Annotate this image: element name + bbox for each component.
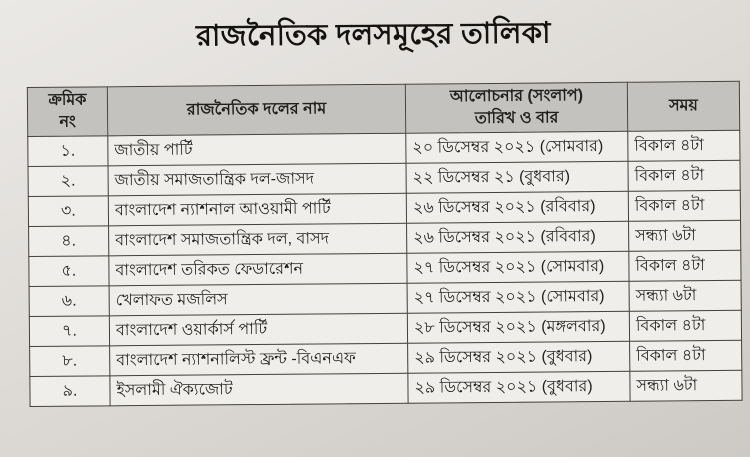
page-title: রাজনৈতিক দলসমূহের তালিকা	[195, 17, 551, 53]
cell-date: ২৯ ডিসেম্বর ২০২১ (বুধবার)	[408, 341, 630, 373]
cell-party: খেলাফত মজলিস	[109, 283, 407, 316]
header-party-name: রাজনৈতিক দলের নাম	[107, 84, 405, 136]
cell-serial: ৯.	[30, 376, 110, 407]
header-row	[27, 81, 739, 136]
cell-date: ২৬ ডিসেম্বর ২০২১ (রবিবার)	[407, 221, 629, 253]
cell-date: ২০ ডিসেম্বর ২০২১ (সোমবার)	[406, 131, 628, 163]
cell-date: ২৯ ডিসেম্বর ২০২১ (বুধবার)	[408, 371, 630, 403]
cell-party: বাংলাদেশ ন্যাশনালিস্ট ফ্রন্ট -বিএনএফ	[110, 343, 408, 376]
cell-party: জাতীয় সমাজতান্ত্রিক দল-জাসদ	[108, 163, 406, 196]
header-serial-no: ক্রমিক নং	[27, 87, 107, 137]
cell-date: ২৬ ডিসেম্বর ২০২১ (রবিবার)	[406, 191, 628, 223]
cell-serial: ১.	[28, 136, 108, 167]
cell-time: বিকাল ৪টা	[628, 160, 740, 191]
cell-date: ২৮ ডিসেম্বর ২০২১ (মঙ্গলবার)	[407, 311, 629, 343]
cell-time: বিকাল ৪টা	[628, 190, 740, 221]
cell-party: বাংলাদেশ সমাজতান্ত্রিক দল, বাসদ	[109, 223, 407, 256]
cell-time: সন্ধ্যা ৬টা	[629, 280, 741, 311]
cell-time: বিকাল ৪টা	[629, 250, 741, 281]
cell-party: বাংলাদেশ ন্যাশনাল আওয়ামী পার্টি	[108, 193, 406, 226]
cell-time: সন্ধ্যা ৬টা	[630, 370, 742, 401]
cell-date: ২৭ ডিসেম্বর ২০২১ (সোমবার)	[407, 281, 629, 313]
cell-serial: ৬.	[29, 286, 109, 317]
cell-time: সন্ধ্যা ৬টা	[629, 220, 741, 251]
political-parties-table	[27, 81, 743, 407]
table-row	[30, 370, 742, 406]
cell-serial: ৩.	[28, 196, 108, 227]
cell-time: বিকাল ৪টা	[630, 340, 742, 371]
cell-serial: ৪.	[29, 226, 109, 257]
cell-party: বাংলাদেশ তরিকত ফেডারেশন	[109, 253, 407, 286]
cell-serial: ২.	[28, 166, 108, 197]
header-time: সময়	[627, 81, 739, 131]
cell-time: বিকাল ৪টা	[629, 310, 741, 341]
cell-party: বাংলাদেশ ওয়ার্কার্স পার্টি	[109, 313, 407, 346]
cell-party: ইসলামী ঐক্যজোট	[110, 373, 408, 406]
cell-serial: ৭.	[29, 316, 109, 347]
cell-time: বিকাল ৪টা	[628, 130, 740, 161]
header-discussion-date: আলোচনার (সংলাপ) তারিখ ও বার	[405, 82, 627, 133]
cell-party: জাতীয় পার্টি	[108, 133, 406, 166]
cell-serial: ৫.	[29, 256, 109, 287]
cell-serial: ৮.	[30, 346, 110, 377]
cell-date: ২৭ ডিসেম্বর ২০২১ (সোমবার)	[407, 251, 629, 283]
cell-date: ২২ ডিসেম্বর ২১ (বুধবার)	[406, 161, 628, 193]
